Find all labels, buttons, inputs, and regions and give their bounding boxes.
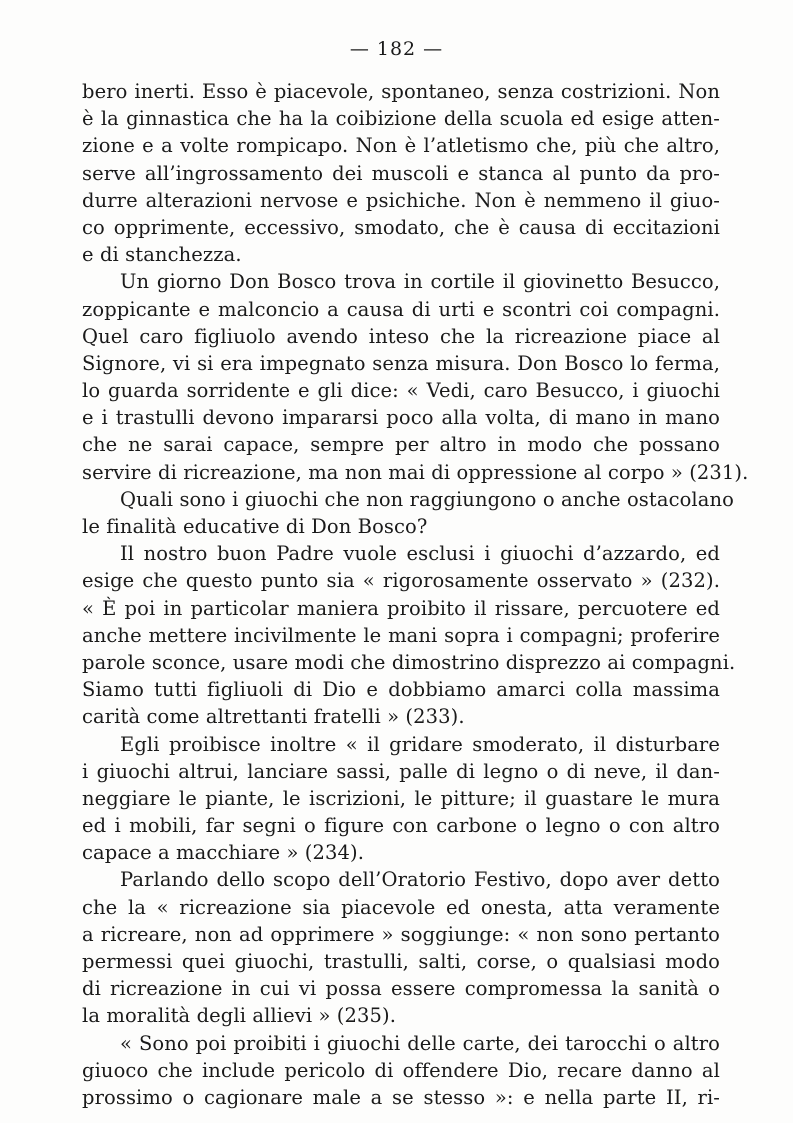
text-line: la moralità degli allievi » (235). [82, 1004, 397, 1028]
text-line: neggiare le piante, le iscrizioni, le pitture; il guastare le mura [82, 786, 720, 810]
text-line: a ricreare, non ad opprimere » soggiunge: « non sono pertanto [82, 922, 720, 946]
text-line: parole sconce, usare modi che dimostrino disprezzo ai compagni. [82, 650, 736, 674]
text-line: Un giorno Don Bosco trova in cortile il giovinetto Besucco, [120, 270, 720, 294]
text-line: capace a macchiare » (234). [82, 841, 365, 865]
text-line: Il nostro buon Padre vuole esclusi i giuochi d’azzardo, ed [120, 542, 720, 566]
text-line: servire di ricreazione, ma non mai di oppressione al corpo » (231). [82, 460, 749, 484]
text-line: prossimo o cagionare male a se stesso »: e nella parte II, ri- [82, 1085, 720, 1109]
text-line: Parlando dello scopo dell’Oratorio Festivo, dopo aver detto [120, 868, 720, 892]
text-line: zoppicante e malconcio a causa di urti e scontri coi compagni. [82, 297, 720, 321]
text-line: durre alterazioni nervose e psichiche. Non è nemmeno il giuo- [82, 188, 720, 212]
text-line: « È poi in particolar maniera proibito il rissare, percuotere ed [82, 596, 720, 620]
text-line: Quali sono i giuochi che non raggiungono o anche ostacolano [120, 487, 734, 511]
text-line: giuoco che include pericolo di offendere Dio, recare danno al [82, 1058, 720, 1082]
text-line: è la ginnastica che ha la coibizione della scuola ed esige atten- [82, 107, 720, 131]
text-line: bero inerti. Esso è piacevole, spontaneo, senza costrizioni. Non [82, 80, 720, 103]
body-text [82, 78, 749, 1111]
text-line: di ricreazione in cui vi possa essere compromessa la sanità o [82, 977, 720, 1001]
text-line: i giuochi altrui, lanciare sassi, palle di legno o di neve, il dan- [82, 759, 720, 783]
page-number: — 182 — [349, 38, 444, 60]
text-line: Siamo tutti figliuoli di Dio e dobbiamo amarci colla massima [82, 678, 720, 702]
text-line: serve all’ingrossamento dei muscoli e stanca al punto da pro- [82, 161, 720, 185]
text-line: Quel caro figliuolo avendo inteso che la ricreazione piace al [82, 324, 720, 348]
text-line: Egli proibisce inoltre « il gridare smoderato, il disturbare [120, 732, 720, 756]
text-line: e i trastulli devono impararsi poco alla volta, di mano in mano [82, 406, 720, 430]
text-line: le finalità educative di Don Bosco? [82, 515, 428, 538]
text-line: lo guarda sorridente e gli dice: « Vedi, caro Besucco, i giuochi [82, 379, 720, 403]
text-line: carità come altrettanti fratelli » (233). [82, 705, 465, 729]
text-line: zione e a volte rompicapo. Non è l’atletismo che, più che altro, [82, 134, 720, 158]
text-line: esige che questo punto sia « rigorosamente osservato » (232). [82, 569, 720, 593]
text-line: che ne sarai capace, sempre per altro in modo che possano [82, 433, 720, 457]
text-line: che la « ricreazione sia piacevole ed onesta, atta veramente [82, 895, 720, 919]
text-line: ed i mobili, far segni o figure con carbone o legno o con altro [82, 814, 720, 838]
text-line: Signore, vi si era impegnato senza misura. Don Bosco lo ferma, [82, 351, 720, 375]
text-line: anche mettere incivilmente le mani sopra i compagni; proferire [82, 623, 720, 647]
text-line: « Sono poi proibiti i giuochi delle carte, dei tarocchi o altro [120, 1031, 720, 1055]
text-line: e di stanchezza. [82, 243, 242, 267]
text-line: permessi quei giuochi, trastulli, salti, corse, o qualsiasi modo [82, 950, 720, 973]
text-line: co opprimente, eccessivo, smodato, che è causa di eccitazioni [82, 215, 720, 239]
